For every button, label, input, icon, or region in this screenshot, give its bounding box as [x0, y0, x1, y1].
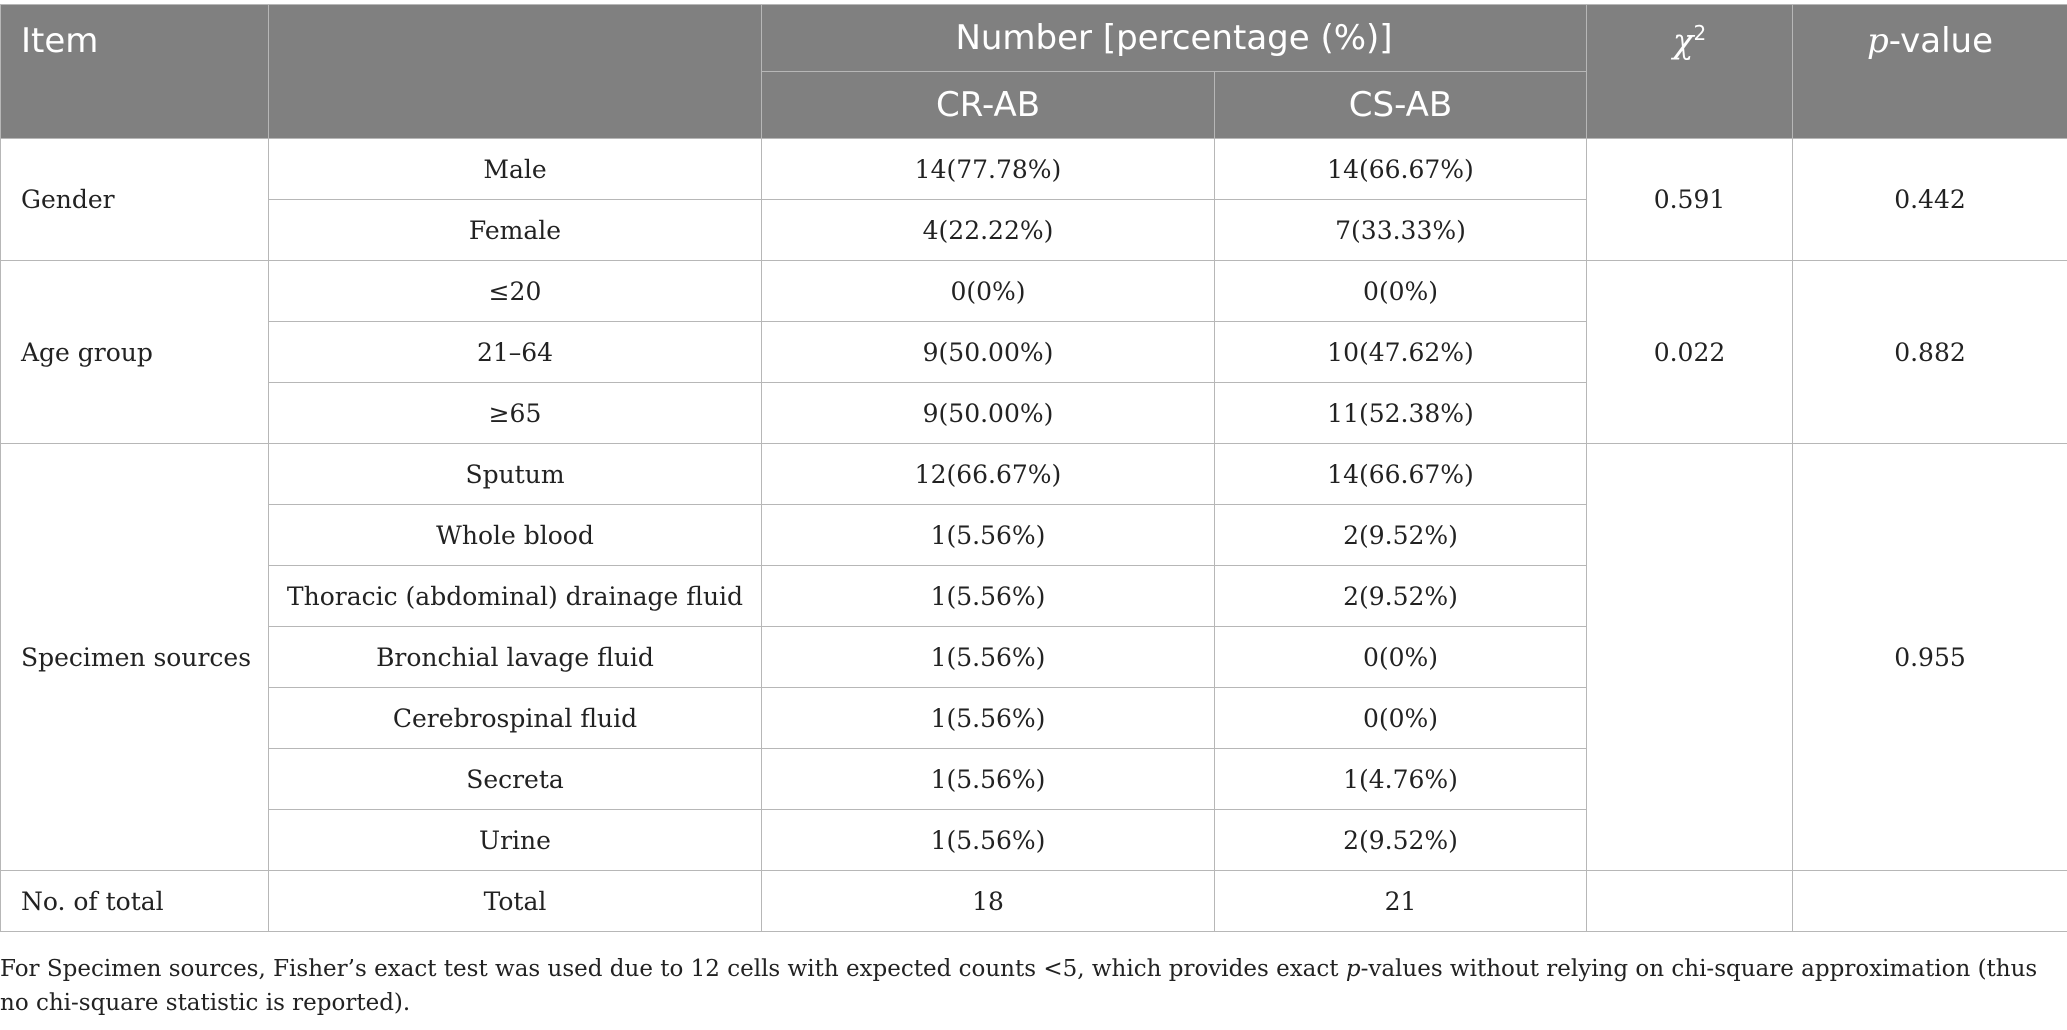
- table-row: [1, 444, 2067, 505]
- subitem-cell: ≤20: [269, 261, 762, 322]
- cr-ab-cell: 12(66.67%): [762, 444, 1215, 505]
- cs-ab-cell: 2(9.52%): [1215, 810, 1587, 871]
- p-value-cell: 0.882: [1793, 261, 2067, 444]
- cr-ab-cell: 18: [762, 871, 1215, 932]
- cr-ab-cell: 1(5.56%): [762, 810, 1215, 871]
- header-subitem: [269, 5, 762, 139]
- header-chi-square: [1587, 5, 1793, 139]
- p-italic: p: [1867, 21, 1889, 61]
- cs-ab-cell: 14(66.67%): [1215, 139, 1587, 200]
- cr-ab-cell: 9(50.00%): [762, 322, 1215, 383]
- chi-superscript: 2: [1693, 21, 1707, 45]
- subitem-cell: Secreta: [269, 749, 762, 810]
- section-label: Gender: [1, 139, 269, 261]
- p-suffix: -value: [1888, 21, 1993, 61]
- header-p-value: [1793, 5, 2067, 139]
- cr-ab-cell: 0(0%): [762, 261, 1215, 322]
- subitem-cell: ≥65: [269, 383, 762, 444]
- cs-ab-cell: 10(47.62%): [1215, 322, 1587, 383]
- footnote-text-2: -values without relying on chi-square approximation (thus no chi-square statistic is reported).: [0, 956, 2038, 1016]
- cs-ab-cell: 21: [1215, 871, 1587, 932]
- footnote-text-1: For Specimen sources, Fisher’s exact test was used due to 12 cells with expected counts <5, which provides exact: [0, 956, 1346, 982]
- header-number-percentage: Number [percentage (%)]: [762, 5, 1587, 72]
- chi-square-cell: [1587, 444, 1793, 871]
- chi-square-cell: [1587, 871, 1793, 932]
- table-header: [1, 5, 2067, 139]
- header-item: Item: [1, 5, 269, 139]
- subitem-cell: Urine: [269, 810, 762, 871]
- chi-square-cell: 0.022: [1587, 261, 1793, 444]
- cs-ab-cell: 1(4.76%): [1215, 749, 1587, 810]
- subitem-cell: Male: [269, 139, 762, 200]
- table-body: [1, 139, 2067, 932]
- p-value-cell: [1793, 871, 2067, 932]
- footnote-italic-p: p: [1345, 956, 1361, 982]
- table-row: [1, 139, 2067, 200]
- cr-ab-cell: 14(77.78%): [762, 139, 1215, 200]
- cs-ab-cell: 14(66.67%): [1215, 444, 1587, 505]
- section-label: No. of total: [1, 871, 269, 932]
- cr-ab-cell: 1(5.56%): [762, 749, 1215, 810]
- subitem-cell: Whole blood: [269, 505, 762, 566]
- cr-ab-cell: 1(5.56%): [762, 627, 1215, 688]
- table-row: [1, 261, 2067, 322]
- p-value-cell: 0.955: [1793, 444, 2067, 871]
- subitem-cell: 21–64: [269, 322, 762, 383]
- cr-ab-cell: 1(5.56%): [762, 505, 1215, 566]
- header-cr-ab: CR-AB: [762, 72, 1215, 139]
- cr-ab-cell: 9(50.00%): [762, 383, 1215, 444]
- subitem-cell: Total: [269, 871, 762, 932]
- cs-ab-cell: 2(9.52%): [1215, 566, 1587, 627]
- cr-ab-cell: 1(5.56%): [762, 688, 1215, 749]
- subitem-cell: Thoracic (abdominal) drainage fluid: [269, 566, 762, 627]
- chi-symbol: χ: [1672, 21, 1694, 62]
- cs-ab-cell: 0(0%): [1215, 261, 1587, 322]
- cs-ab-cell: 0(0%): [1215, 688, 1587, 749]
- section-label: Age group: [1, 261, 269, 444]
- cr-ab-cell: 1(5.56%): [762, 566, 1215, 627]
- cs-ab-cell: 7(33.33%): [1215, 200, 1587, 261]
- header-cs-ab: CS-AB: [1215, 72, 1587, 139]
- cr-ab-cell: 4(22.22%): [762, 200, 1215, 261]
- p-value-cell: 0.442: [1793, 139, 2067, 261]
- table-container: [0, 4, 2067, 932]
- chi-square-cell: 0.591: [1587, 139, 1793, 261]
- results-table: [0, 4, 2067, 932]
- table-footnote: [0, 952, 2040, 1020]
- cs-ab-cell: 11(52.38%): [1215, 383, 1587, 444]
- subitem-cell: Sputum: [269, 444, 762, 505]
- subitem-cell: Bronchial lavage fluid: [269, 627, 762, 688]
- section-label: Specimen sources: [1, 444, 269, 871]
- subitem-cell: Female: [269, 200, 762, 261]
- cs-ab-cell: 0(0%): [1215, 627, 1587, 688]
- table-row: [1, 871, 2067, 932]
- subitem-cell: Cerebrospinal fluid: [269, 688, 762, 749]
- cs-ab-cell: 2(9.52%): [1215, 505, 1587, 566]
